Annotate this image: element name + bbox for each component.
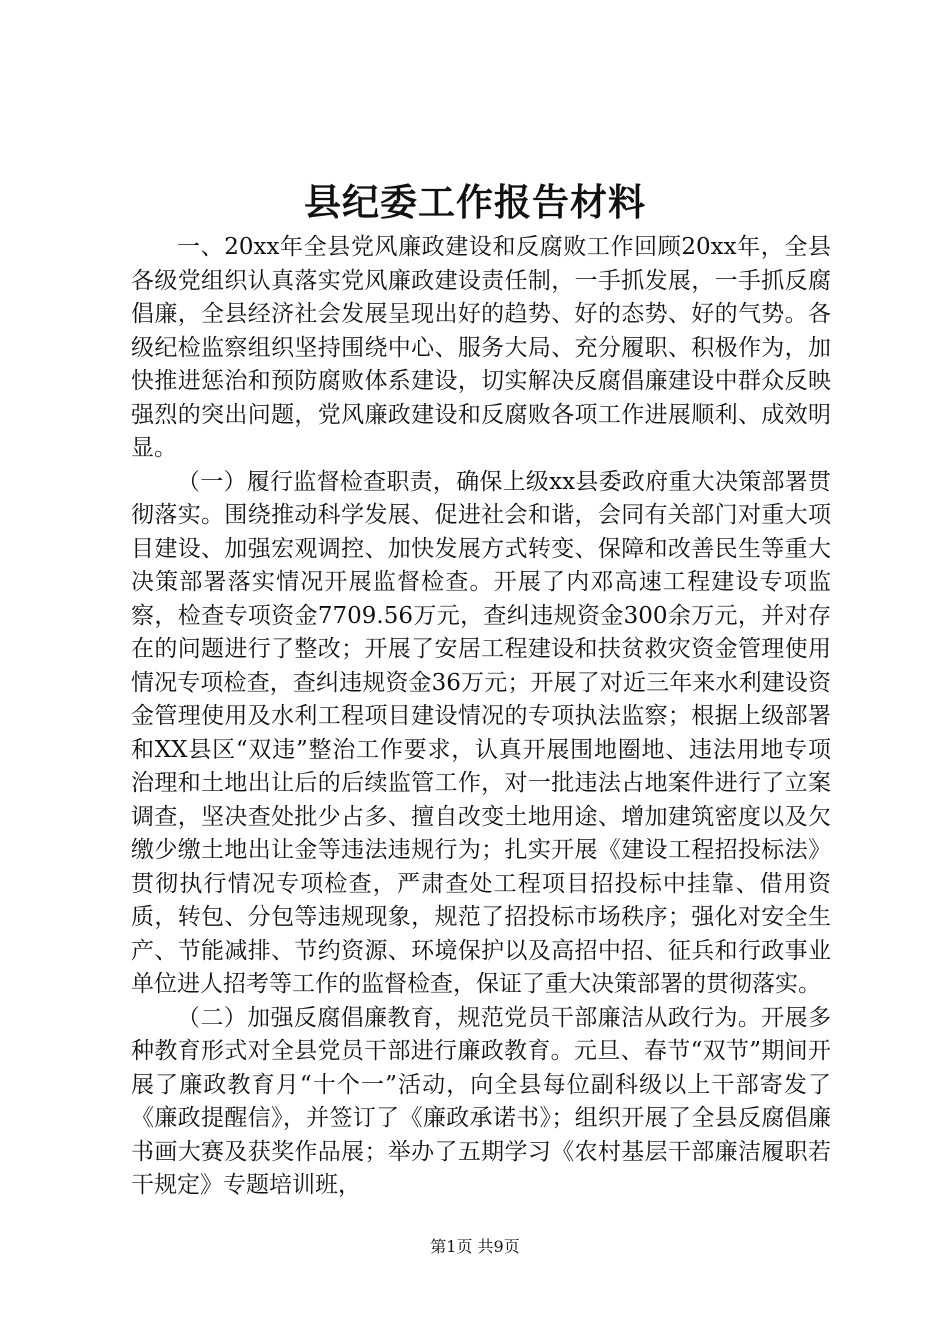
paragraph-review: 一、20xx年全县党风廉政建设和反腐败工作回顾20xx年，全县各级党组织认真落实党风廉政建设责任制，一手抓发展，一手抓反腐倡廉，全县经济社会发展呈现出好的趋势、好的态势、好的气势。各级纪检监察组织坚持围绕中心、服务大局、充分履职、积极作为，加快推进惩治和预防腐败体系建设，切实解决反腐倡廉建设中群众反映强烈的突出问题，党风廉政建设和反腐败各项工作进展顺利、成效明显。 [131, 234, 831, 461]
document-title: 县纪委工作报告材料 [304, 180, 646, 224]
paragraph-education: （二）加强反腐倡廉教育，规范党员干部廉洁从政行为。开展多种教育形式对全县党员干部进行廉政教育。元旦、春节“双节”期间开展了廉政教育月“十个一”活动，向全县每位副科级以上干部寄发了《廉政提醒信》，并签订了《廉政承诺书》；组织开展了全县反腐倡廉书画大赛及获奖作品展；举办了五期学习《农村基层干部廉洁履职若干规定》专题培训班， [131, 1004, 831, 1198]
paragraph-supervision: （一）履行监督检查职责，确保上级xx县委政府重大决策部署贯彻落实。围绕推动科学发展、促进社会和谐，会同有关部门对重大项目建设、加强宏观调控、加快发展方式转变、保障和改善民生等重大决策部署落实情况开展监督检查。开展了内邓高速工程建设专项监察，检查专项资金7709.56万元，查纠违规资金300余万元，并对存在的问题进行了整改；开展了安居工程建设和扶贫救灾资金管理使用情况专项检查，查纠违规资金36万元；开展了对近三年来水利建设资金管理使用及水利工程项目建设情况的专项执法监察；根据上级部署和XX县区“双违”整治工作要求，认真开展围地圈地、违法用地专项治理和土地出让后的后续监管工作，对一批违法占地案件进行了立案调查，坚决查处批少占多、擅自改变土地用途、增加建筑密度以及欠缴少缴土地出让金等违法违规行为；扎实开展《建设工程招投标法》贯彻执行情况专项检查，严肃查处工程项目招投标中挂靠、借用资质，转包、分包等违规现象，规范了招投标市场秩序；强化对安全生产、节能减排、节约资源、环境保护以及高招中招、征兵和行政事业单位进人招考等工作的监督检查，保证了重大决策部署的贯彻落实。 [131, 468, 831, 997]
document-body [131, 231, 831, 1203]
page-footer: 第1页 共9页 [430, 1237, 520, 1256]
